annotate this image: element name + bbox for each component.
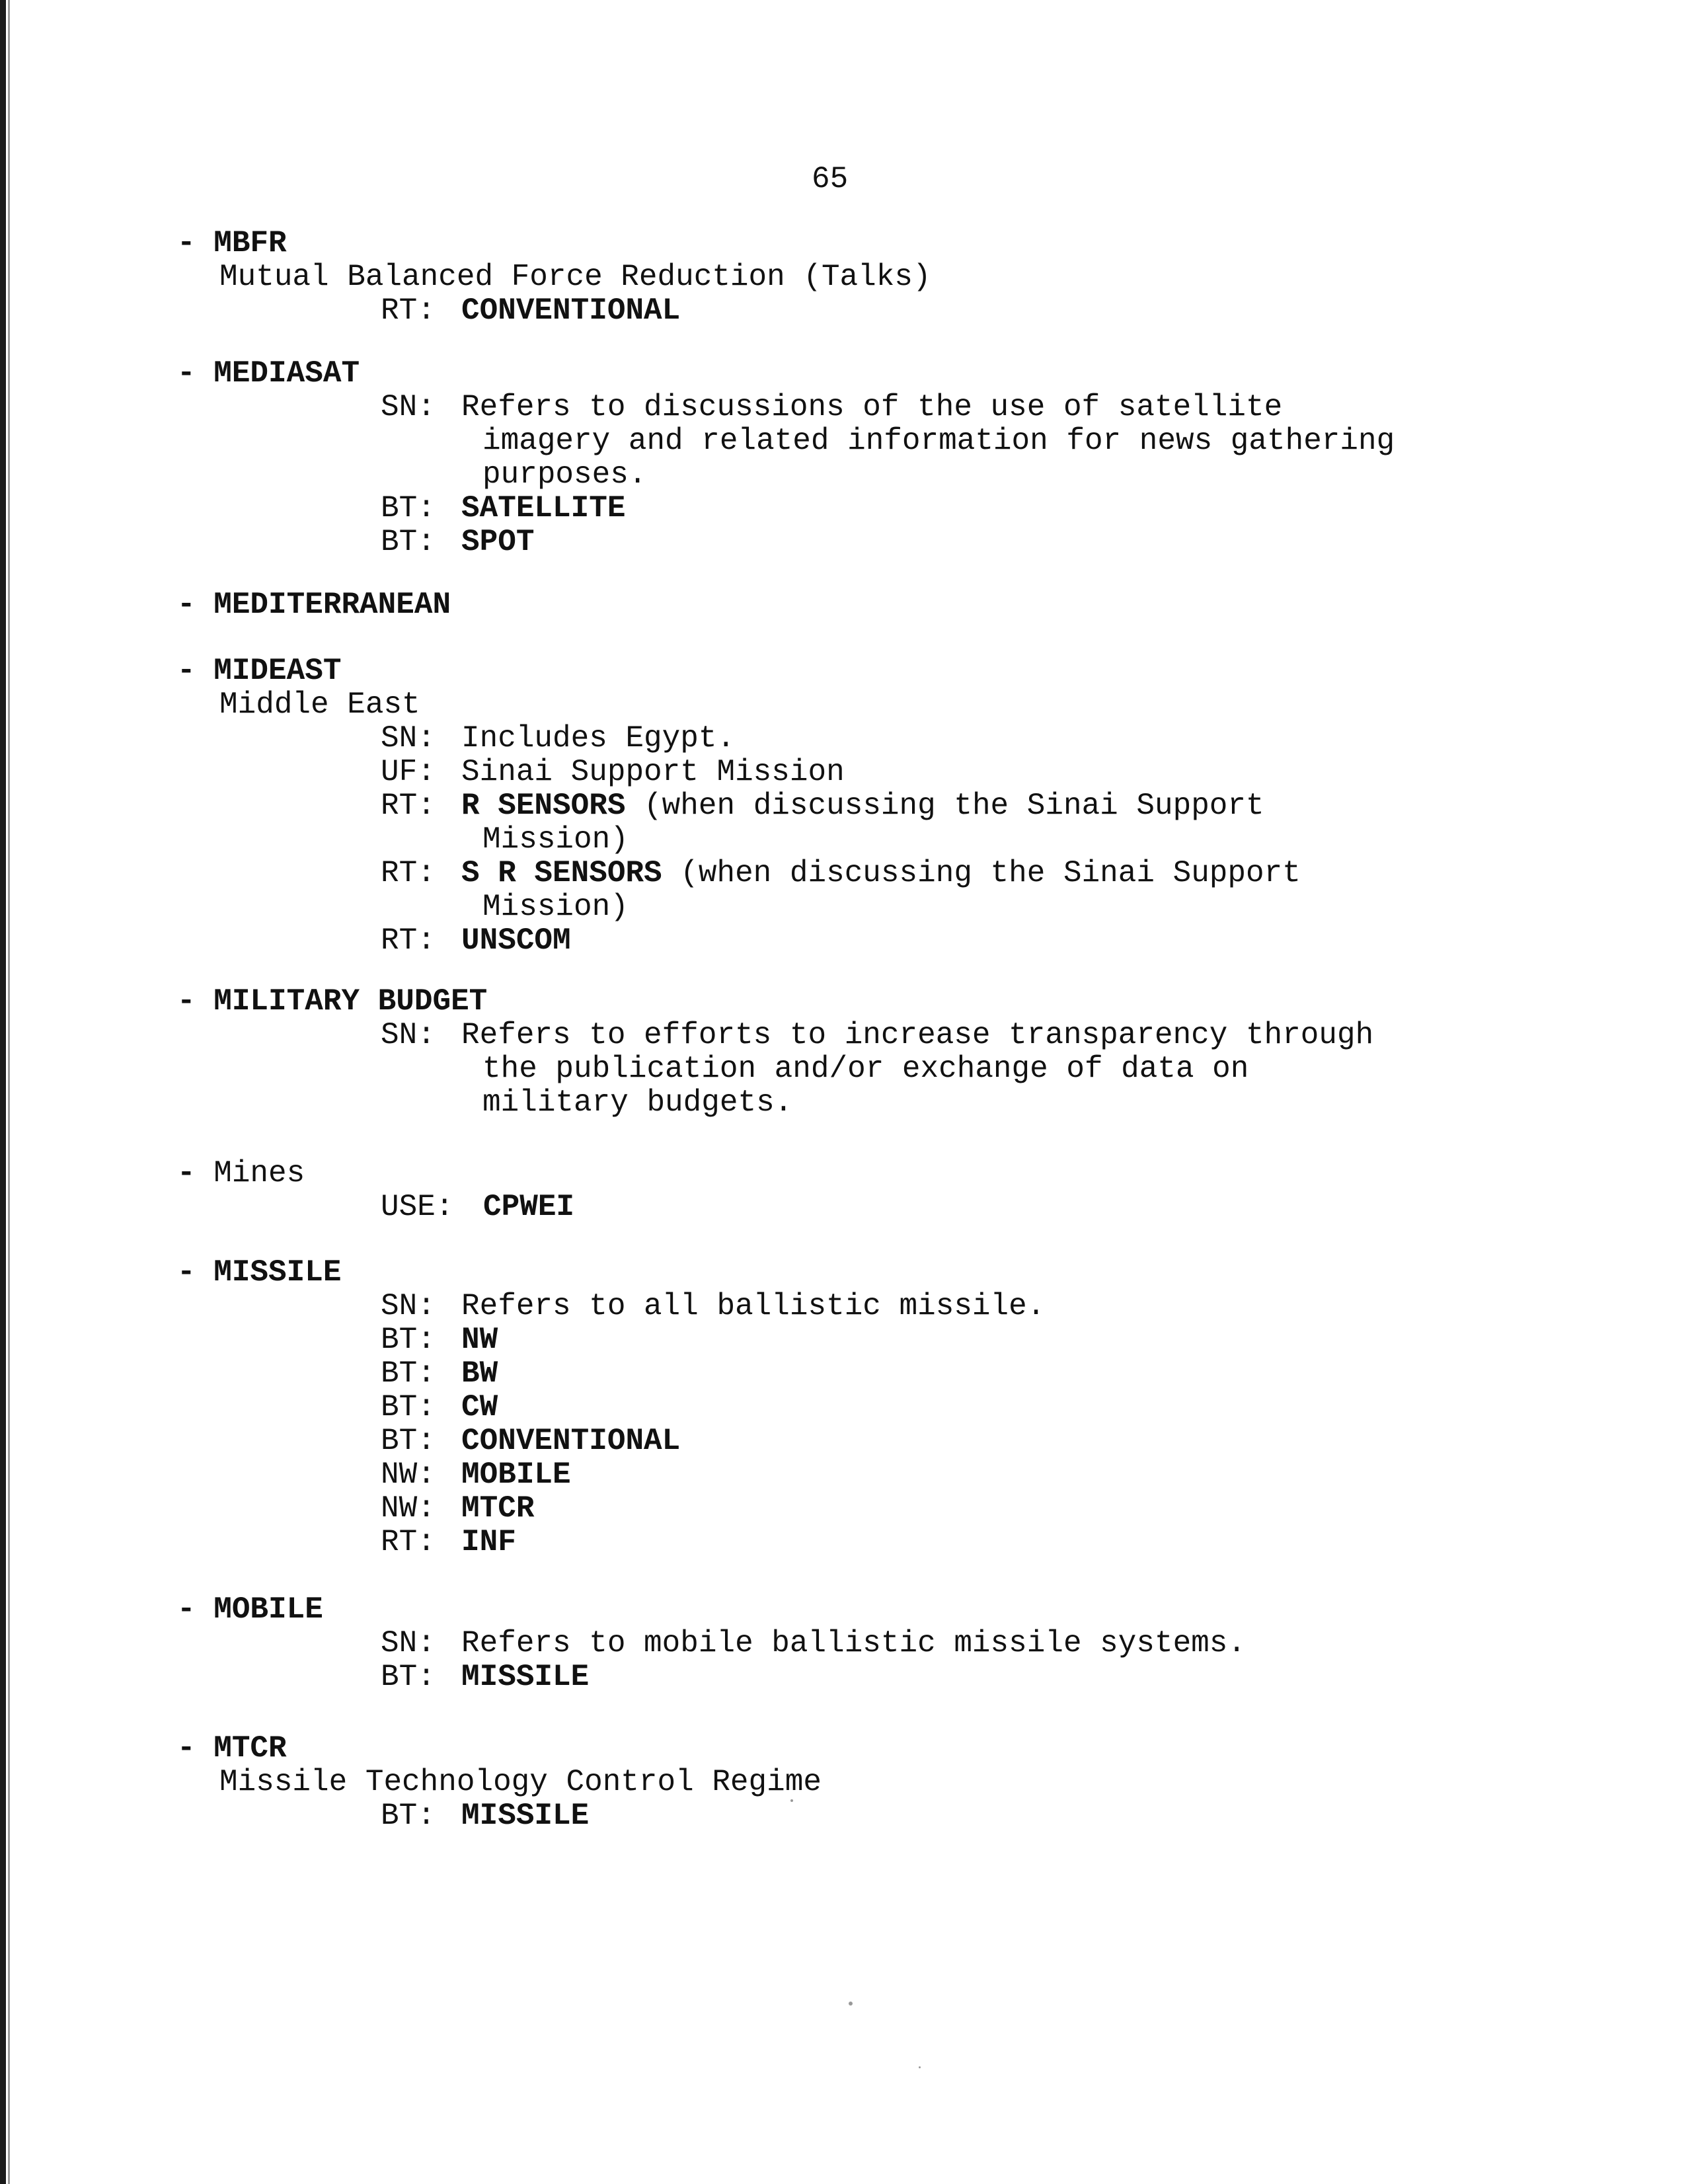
scope-note-text: Refers to efforts to increase transparency through — [461, 1018, 1374, 1052]
relation-label: SN: — [381, 721, 436, 756]
scope-note-text: Refers to discussions of the use of satellite — [461, 390, 1283, 424]
entry-dash: - — [177, 654, 214, 688]
relation-value — [461, 857, 1492, 924]
entry-heading — [177, 1593, 1565, 1627]
relation-label: BT: — [381, 1660, 436, 1694]
entry-line — [177, 1458, 1565, 1492]
relation-label: BT: — [381, 491, 436, 526]
relation-value — [461, 1660, 1492, 1694]
entry-line — [177, 526, 1565, 559]
entry-term: MBFR — [213, 226, 287, 260]
entry-dash: - — [177, 1731, 214, 1766]
scan-speck — [849, 2002, 853, 2006]
cross-reference: CONVENTIONAL — [461, 1424, 681, 1458]
entry — [177, 588, 1565, 622]
relation-label: BT: — [381, 525, 436, 559]
entry-dash: - — [177, 984, 214, 1019]
scope-note-text: Refers to mobile ballistic missile systems. — [461, 1626, 1246, 1660]
relation-value — [461, 1019, 1492, 1120]
entry — [177, 985, 1565, 1120]
entry-line — [177, 1424, 1565, 1458]
entry-heading — [177, 654, 1565, 688]
relation-label: SN: — [381, 390, 436, 424]
cross-reference: NW — [461, 1323, 498, 1357]
entry — [177, 1732, 1565, 1833]
relation-label: BT: — [381, 1424, 436, 1458]
cross-reference: SATELLITE — [461, 491, 626, 526]
cross-reference: MOBILE — [461, 1458, 571, 1492]
relation-label: NW: — [381, 1491, 436, 1526]
cross-reference: INF — [461, 1525, 516, 1559]
relation-value — [461, 1391, 1492, 1424]
relation-label: BT: — [381, 1356, 436, 1391]
entry-line — [177, 492, 1565, 526]
entry-dash: - — [177, 588, 214, 622]
relation-value — [483, 1190, 1514, 1224]
continuation-line: Mission) — [482, 822, 629, 857]
cross-reference: BW — [461, 1356, 498, 1391]
entry-heading — [177, 357, 1565, 391]
entry-line — [177, 1290, 1565, 1323]
relation-value — [461, 1290, 1492, 1323]
page-number: 65 — [812, 162, 849, 196]
relation-value — [461, 1458, 1492, 1492]
entry — [177, 654, 1565, 958]
entry-heading — [177, 1732, 1565, 1766]
entry — [177, 357, 1565, 559]
entry-line — [177, 294, 1565, 328]
entry-line — [177, 722, 1565, 756]
entry-term: MTCR — [213, 1731, 287, 1766]
cross-reference: MISSILE — [461, 1799, 590, 1833]
entry — [177, 1256, 1565, 1559]
scope-note-text: Refers to all ballistic missile. — [461, 1289, 1046, 1323]
relation-value — [461, 789, 1492, 857]
entry-term: Mines — [213, 1156, 305, 1190]
relation-label: BT: — [381, 1390, 436, 1424]
entry-line — [177, 1492, 1565, 1526]
reference-note: (when discussing the Sinai Support — [680, 856, 1301, 890]
relation-label: USE: — [381, 1190, 454, 1224]
cross-reference: S R SENSORS — [461, 856, 662, 890]
relation-label: NW: — [381, 1458, 436, 1492]
entry-dash: - — [177, 226, 214, 260]
entry — [177, 1157, 1565, 1224]
continuation-line: Mission) — [482, 890, 629, 924]
relation-value — [461, 1799, 1492, 1833]
entry-line — [177, 924, 1565, 958]
entry-term: MEDIASAT — [213, 356, 360, 391]
entry-term: MIDEAST — [213, 654, 342, 688]
relation-label: UF: — [381, 755, 436, 789]
entry-line — [177, 1190, 1565, 1224]
entry-full-name: Middle East — [219, 687, 420, 722]
entry-heading — [177, 227, 1565, 260]
entry-dash: - — [177, 1156, 214, 1190]
cross-reference: UNSCOM — [461, 923, 571, 958]
relation-label: SN: — [381, 1289, 436, 1323]
entry-line — [177, 391, 1565, 492]
relation-value — [461, 1357, 1492, 1391]
relation-label: RT: — [381, 1525, 436, 1559]
continuation-line: military budgets. — [482, 1085, 793, 1120]
relation-value — [461, 924, 1492, 958]
relation-label: RT: — [381, 293, 436, 328]
entry-heading — [177, 588, 1565, 622]
continuation-line: the publication and/or exchange of data on — [482, 1052, 1249, 1086]
cross-reference: SPOT — [461, 525, 535, 559]
entry — [177, 1593, 1565, 1694]
entry-line — [177, 1019, 1565, 1120]
entry — [177, 227, 1565, 328]
relation-label: BT: — [381, 1799, 436, 1833]
relation-label: RT: — [381, 789, 436, 823]
entry-term: MISSILE — [213, 1255, 342, 1290]
relation-value — [461, 756, 1492, 789]
entry-line — [177, 1660, 1565, 1694]
entry-line — [177, 1799, 1565, 1833]
scan-edge-shadow — [0, 0, 6, 2184]
reference-note: (when discussing the Sinai Support — [644, 789, 1264, 823]
entry-term: MILITARY BUDGET — [213, 984, 488, 1019]
relation-label: BT: — [381, 1323, 436, 1357]
entry-full-name: Missile Technology Control Regime — [219, 1765, 822, 1799]
entry-line — [177, 857, 1565, 924]
entry-heading — [177, 1256, 1565, 1290]
relation-value — [461, 294, 1492, 328]
relation-value — [461, 492, 1492, 526]
entry-term: MOBILE — [213, 1592, 323, 1627]
entry-heading — [177, 985, 1565, 1019]
relation-label: SN: — [381, 1626, 436, 1660]
entry-line — [177, 1391, 1565, 1424]
relation-label: RT: — [381, 856, 436, 890]
entry-line — [177, 756, 1565, 789]
relation-value — [461, 722, 1492, 756]
continuation-line: purposes. — [482, 457, 647, 492]
relation-value — [461, 391, 1492, 492]
continuation-line: imagery and related information for news gathering — [482, 424, 1395, 458]
relation-value — [461, 1492, 1492, 1526]
entry-term: MEDITERRANEAN — [213, 588, 451, 622]
entry-line — [177, 789, 1565, 857]
entry-line — [177, 1526, 1565, 1559]
cross-reference: CONVENTIONAL — [461, 293, 681, 328]
relation-value — [461, 1424, 1492, 1458]
entry-heading — [177, 1157, 1565, 1190]
relation-value — [461, 1323, 1492, 1357]
cross-reference: CW — [461, 1390, 498, 1424]
cross-reference: MTCR — [461, 1491, 535, 1526]
cross-reference: CPWEI — [483, 1190, 575, 1224]
cross-reference: R SENSORS — [461, 789, 626, 823]
entry-dash: - — [177, 1592, 214, 1627]
entry-dash: - — [177, 1255, 214, 1290]
entry-line — [177, 1357, 1565, 1391]
relation-value — [461, 1627, 1492, 1660]
cross-reference: MISSILE — [461, 1660, 590, 1694]
scan-speck — [919, 2066, 921, 2068]
relation-value — [461, 1526, 1492, 1559]
entry-full-name: Mutual Balanced Force Reduction (Talks) — [219, 260, 931, 294]
scan-edge-line — [8, 0, 10, 2184]
relation-label: RT: — [381, 923, 436, 958]
scope-note-text: Includes Egypt. — [461, 721, 736, 756]
scope-note-text: Sinai Support Mission — [461, 755, 845, 789]
entry-line — [177, 1627, 1565, 1660]
scan-speck — [790, 1799, 793, 1802]
entry-line — [177, 1323, 1565, 1357]
entry-dash: - — [177, 356, 214, 391]
relation-value — [461, 526, 1492, 559]
relation-label: SN: — [381, 1018, 436, 1052]
